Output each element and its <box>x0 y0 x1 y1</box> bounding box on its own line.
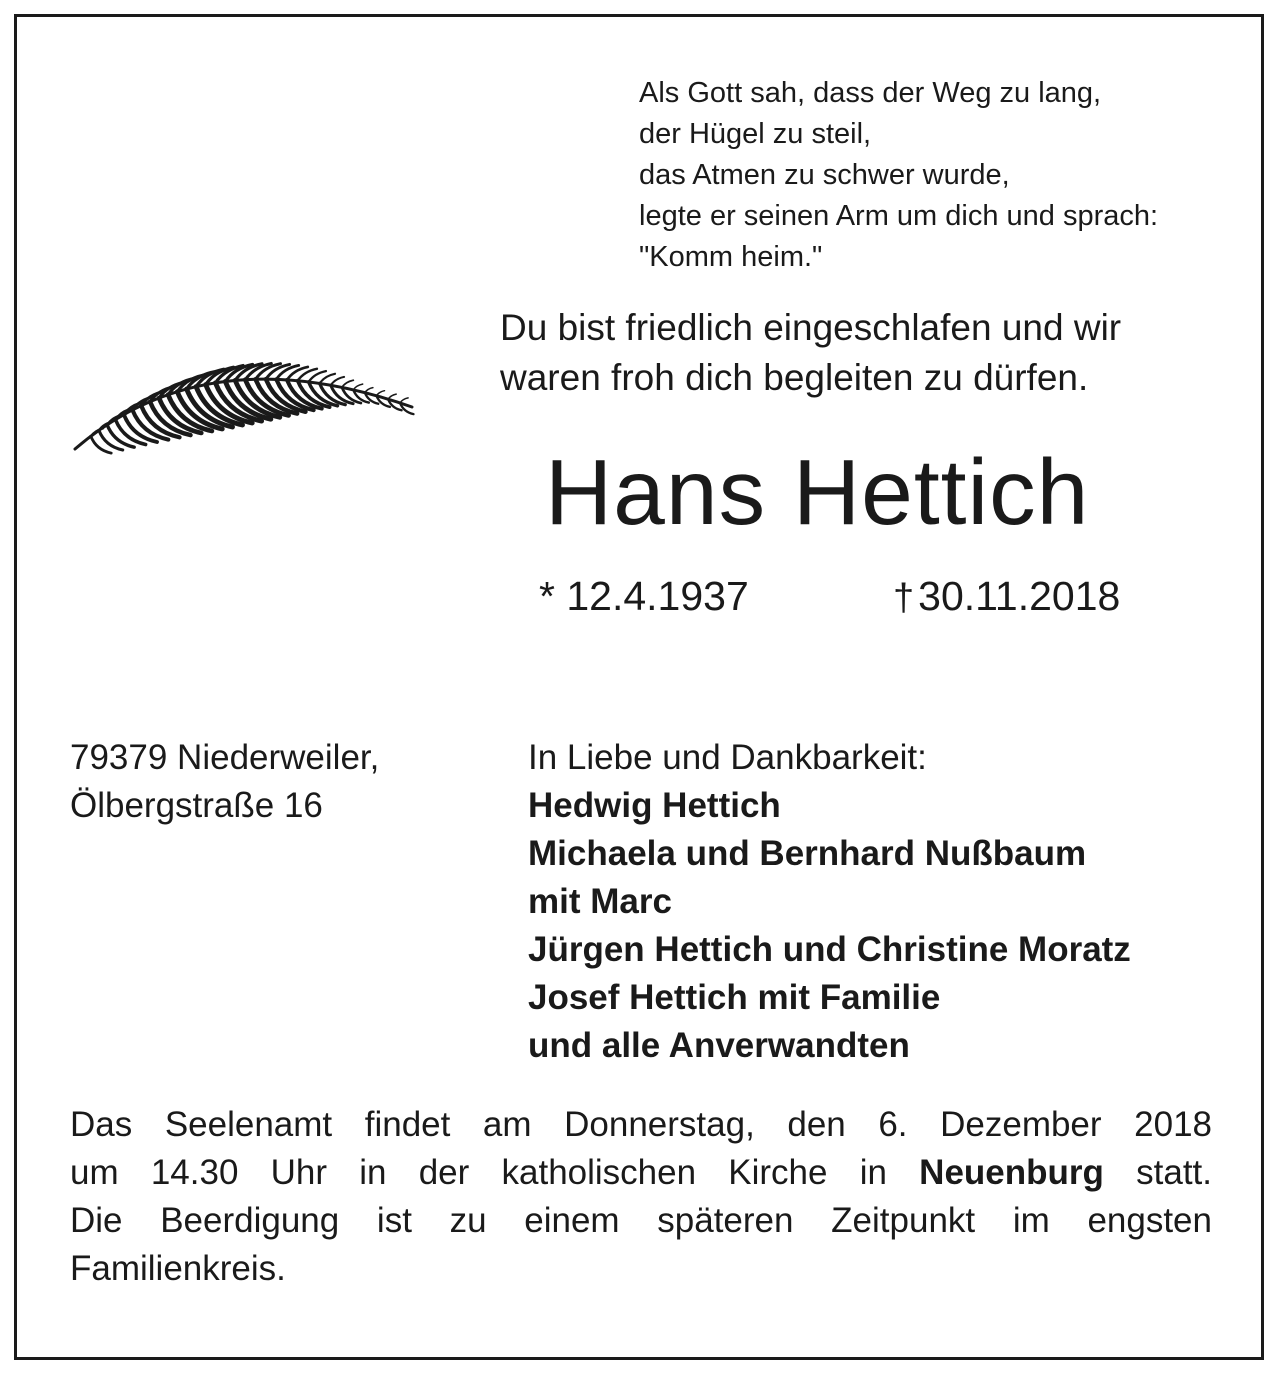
poem-line: "Komm heim." <box>639 241 823 273</box>
mourner-line: mit Marc <box>528 882 672 921</box>
service-line <box>70 1149 1212 1197</box>
mourners-heading: In Liebe und Dankbarkeit: <box>528 738 927 777</box>
mourner-line: Jürgen Hettich und Christine Moratz <box>528 930 1131 969</box>
poem-line: der Hügel zu steil, <box>639 118 872 150</box>
service-line: Die Beerdigung ist zu einem späteren Zeitpunkt im engsten <box>70 1201 1212 1240</box>
service-info <box>70 1101 1212 1293</box>
death-date-line <box>893 571 1120 623</box>
mourner-line: Josef Hettich mit Familie <box>528 978 941 1017</box>
intro-line: waren froh dich begleiten zu dürfen. <box>500 357 1089 398</box>
poem-line: Als Gott sah, dass der Weg zu lang, <box>639 77 1102 109</box>
service-line: Das Seelenamt findet am Donnerstag, den 6. Dezember 2018 <box>70 1105 1212 1144</box>
mourner-line: Hedwig Hettich <box>528 786 781 825</box>
death-date: 30.11.2018 <box>918 573 1121 619</box>
palm-frond-icon <box>67 325 417 455</box>
poem <box>639 73 1158 278</box>
address-line: Ölbergstraße 16 <box>70 786 323 825</box>
birth-date: * 12.4.1937 <box>539 573 749 619</box>
cross-icon: † <box>893 577 915 619</box>
mourner-line: und alle Anverwandten <box>528 1026 910 1065</box>
service-line: Familienkreis. <box>70 1249 286 1288</box>
service-text: um 14.30 Uhr in der katholischen Kirche in <box>70 1153 887 1192</box>
service-location: Neuenburg <box>919 1153 1104 1192</box>
poem-line: das Atmen zu schwer wurde, <box>639 159 1010 191</box>
poem-line: legte er seinen Arm um dich und sprach: <box>639 200 1159 232</box>
address <box>70 734 379 830</box>
intro-line: Du bist friedlich eingeschlafen und wir <box>500 307 1122 348</box>
deceased-name: Hans Hettich <box>545 440 1090 544</box>
obituary-notice <box>14 14 1264 1360</box>
intro-text <box>500 303 1121 403</box>
mourners <box>528 734 1131 1070</box>
address-line: 79379 Niederweiler, <box>70 738 380 777</box>
service-text: statt. <box>1136 1153 1212 1192</box>
mourner-line: Michaela und Bernhard Nußbaum <box>528 834 1087 873</box>
